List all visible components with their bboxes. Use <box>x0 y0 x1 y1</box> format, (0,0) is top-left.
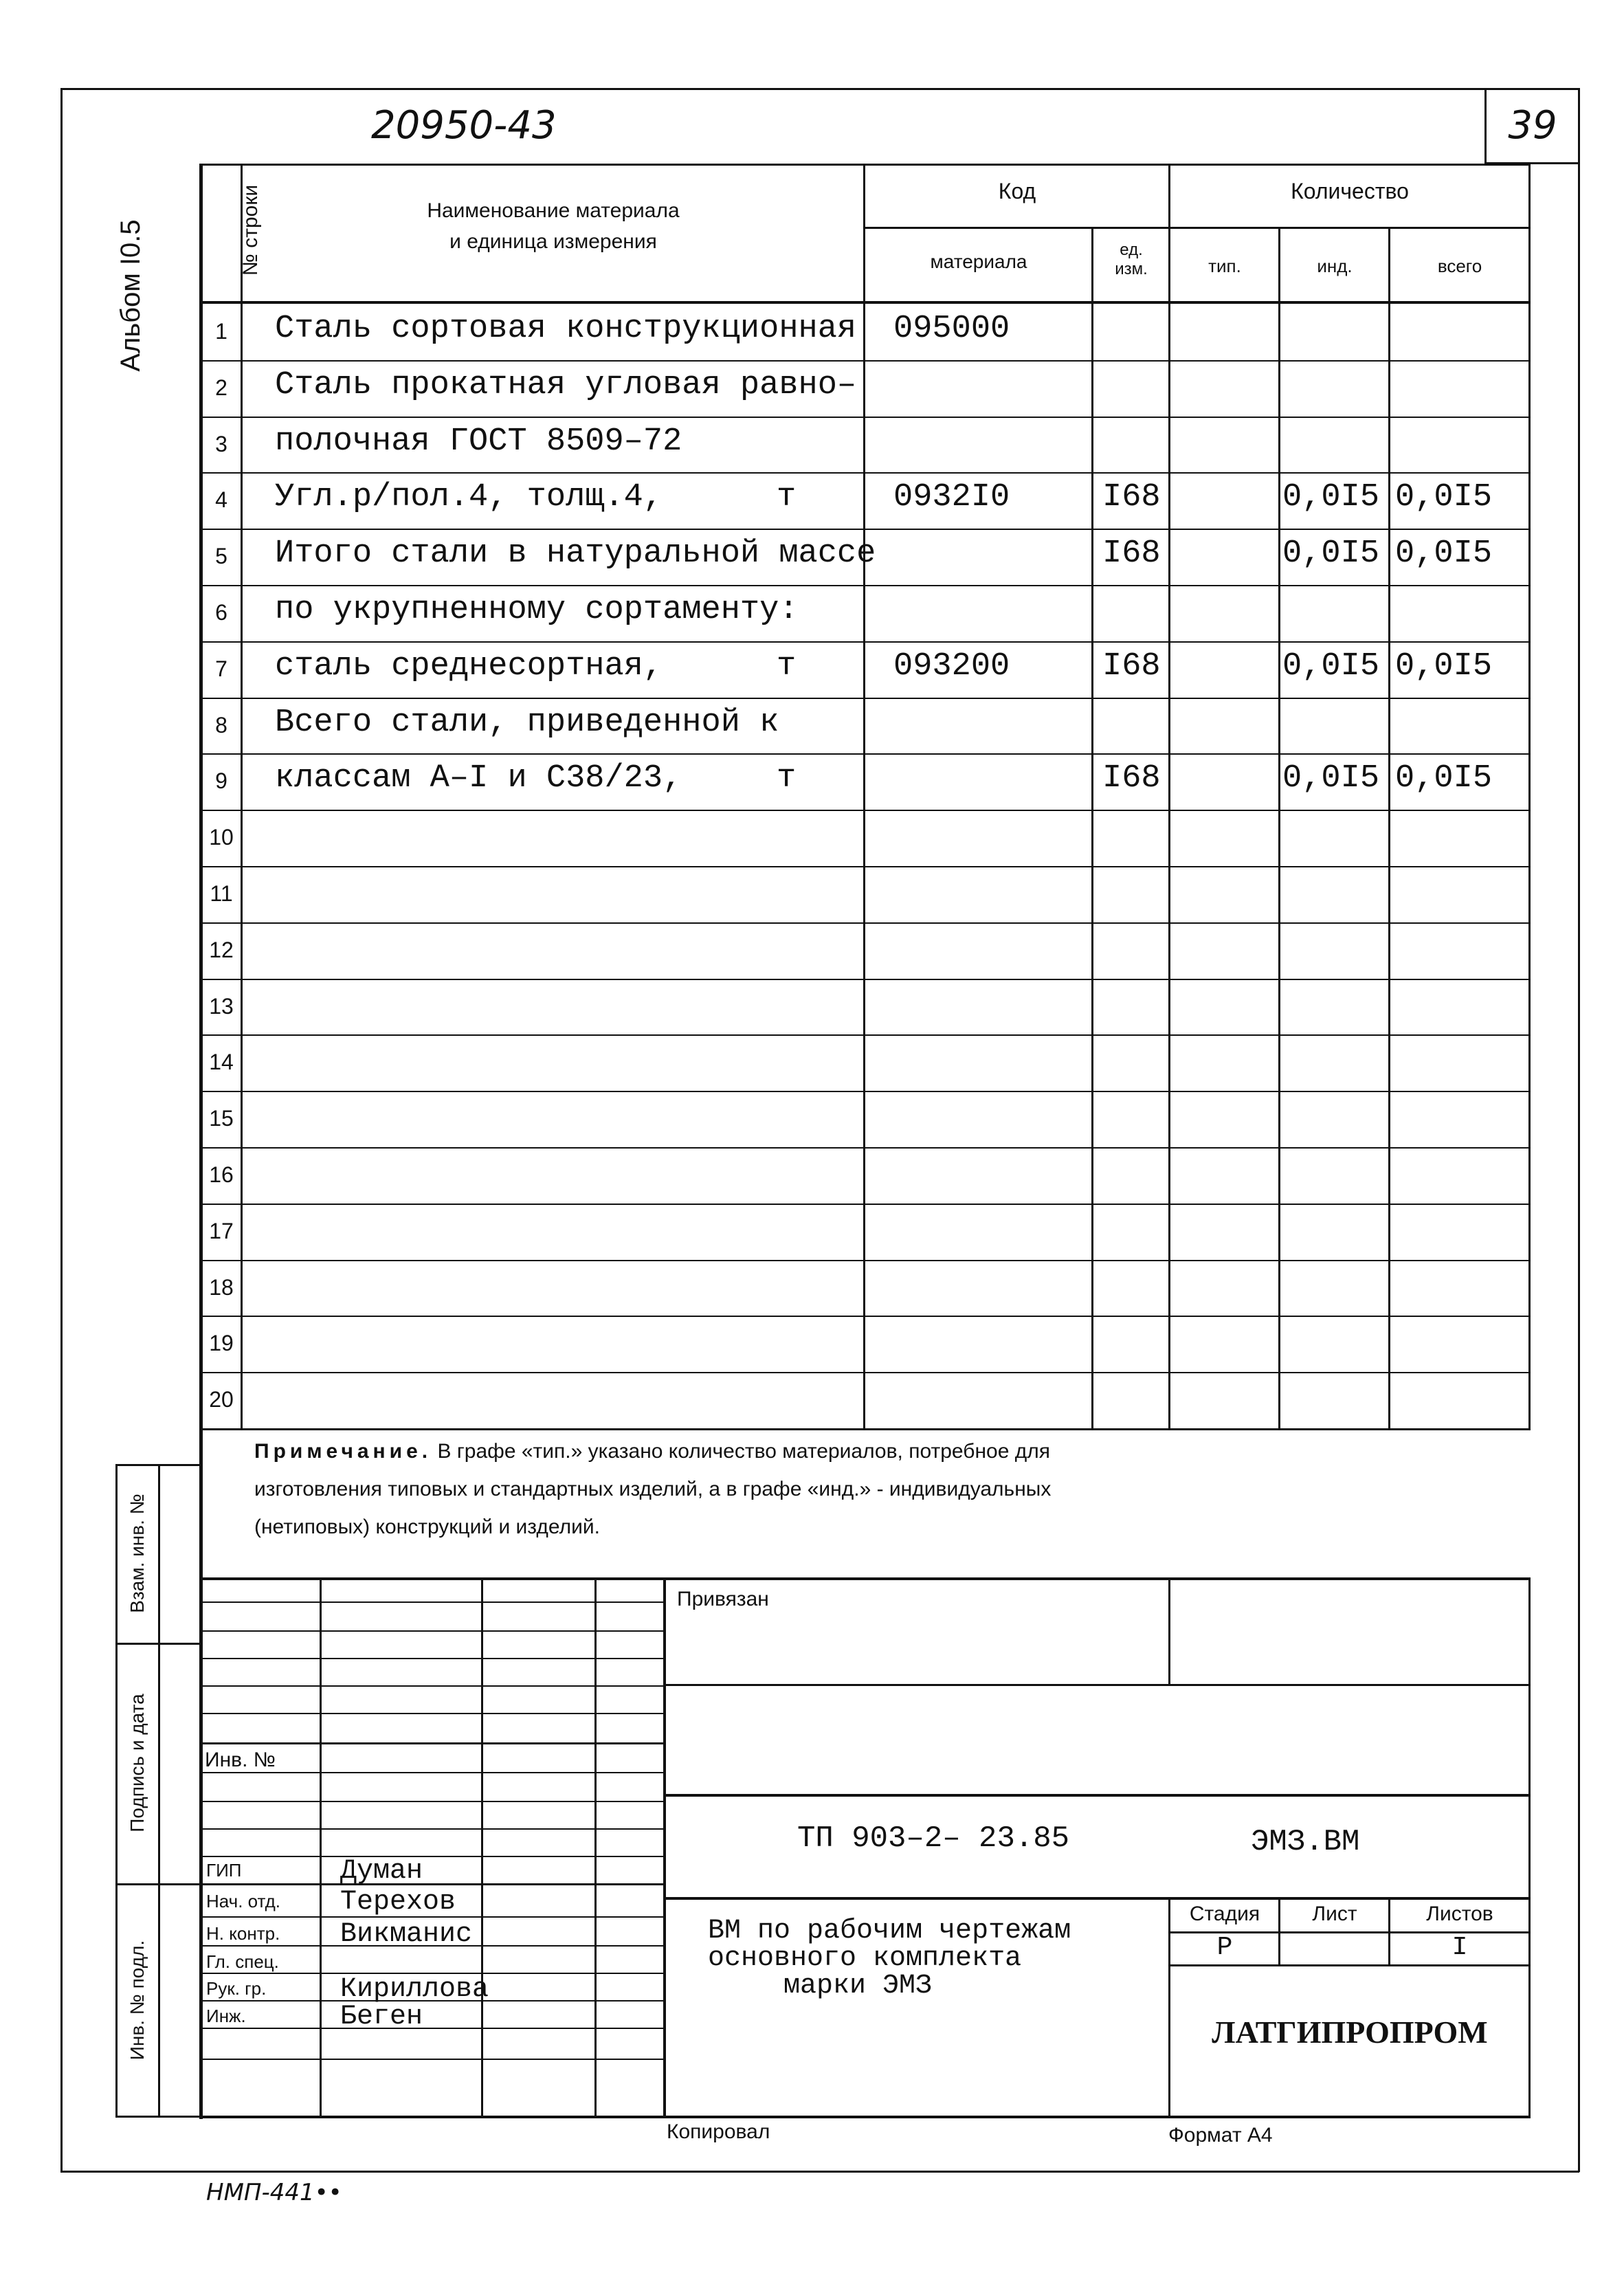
qty-ind: 0,0I5 <box>1282 479 1380 515</box>
material-name: полочная ГОСТ 8509–72 <box>275 423 682 460</box>
header-qty-total: всего <box>1437 256 1482 276</box>
row-number: 14 <box>209 1050 234 1074</box>
side-vzam-inv: Взам. инв. № <box>126 1494 148 1613</box>
row-separator <box>199 753 1531 755</box>
side-podpis-data: Подпись и дата <box>126 1694 148 1832</box>
row-separator <box>199 979 1531 980</box>
row-number: 4 <box>215 487 227 512</box>
sheet-label: Лист <box>1312 1903 1357 1925</box>
sheets-label: Листов <box>1426 1903 1493 1925</box>
note-text-1: В графе «тип.» указано количество материалов, потребное для <box>437 1440 1050 1463</box>
privyazan-label: Привязан <box>677 1588 769 1610</box>
side-inv-podl: Инв. № подл. <box>126 1940 148 2061</box>
header-qty-typ: тип. <box>1208 256 1241 276</box>
description-line3: марки ЭМЗ <box>783 1971 933 2002</box>
row-separator <box>199 698 1531 699</box>
signature-name: Викманис <box>340 1919 473 1950</box>
row-separator <box>199 585 1531 586</box>
row-separator <box>199 1147 1531 1149</box>
material-code: 0932I0 <box>893 479 1010 515</box>
row-number: 1 <box>215 319 227 344</box>
row-separator <box>199 1372 1531 1373</box>
row-number: 12 <box>209 938 234 962</box>
signature-name: Кириллова <box>340 1974 489 2005</box>
doc-number: ТП 903–2– 23.85 <box>797 1821 1070 1856</box>
unit-code: I68 <box>1102 648 1161 685</box>
album-label: Альбом I0.5 <box>115 219 146 372</box>
row-number: 17 <box>209 1219 234 1243</box>
row-separator <box>199 1091 1531 1092</box>
signature-role: Рук. гр. <box>206 1978 267 1999</box>
page-number: 39 <box>1508 103 1557 148</box>
material-code: 095000 <box>893 311 1010 347</box>
row-separator <box>199 529 1531 530</box>
doc-mark: ЭМЗ.ВМ <box>1251 1825 1360 1859</box>
material-name: сталь среднесортная, <box>275 648 663 685</box>
row-separator <box>199 1316 1531 1317</box>
header-name-line2: и единица измерения <box>449 230 657 253</box>
signature-role: Инж. <box>206 2006 246 2026</box>
header-qty: Количество <box>1291 179 1409 203</box>
description-line1: ВМ по рабочим чертежам <box>708 1916 1071 1947</box>
material-name: Угл.р/пол.4, толщ.4, <box>275 479 663 515</box>
row-separator <box>199 417 1531 418</box>
row-number: 10 <box>209 825 234 850</box>
row-number: 7 <box>215 656 227 681</box>
header-code-material: материала <box>930 251 1027 272</box>
row-number: 3 <box>215 432 227 456</box>
material-name: Всего стали, приведенной к <box>275 705 779 741</box>
header-code: Код <box>998 179 1036 203</box>
format-label: Формат А4 <box>1168 2124 1273 2147</box>
qty-ind: 0,0I5 <box>1282 760 1380 797</box>
row-separator <box>199 1204 1531 1205</box>
material-name: по укрупненному сортаменту: <box>275 592 799 628</box>
qty-total: 0,0I5 <box>1395 479 1493 515</box>
unit-code: I68 <box>1102 535 1161 572</box>
row-separator <box>199 641 1531 643</box>
copied-label: Копировал <box>667 2120 770 2143</box>
signature-role: Н. контр. <box>206 1923 280 1944</box>
row-separator <box>199 472 1531 474</box>
material-code: 093200 <box>893 648 1010 685</box>
header-code-unit-1: ед. <box>1120 241 1143 259</box>
row-number: 6 <box>215 600 227 625</box>
row-number: 11 <box>210 881 233 906</box>
header-row-no: № строки <box>239 184 262 276</box>
material-unit-mark: т <box>777 760 797 797</box>
row-separator <box>199 922 1531 924</box>
signature-role: Гл. спец. <box>206 1951 279 1972</box>
document-code: 20950-43 <box>371 103 557 148</box>
qty-ind: 0,0I5 <box>1282 535 1380 572</box>
signature-name: Беген <box>340 2002 423 2032</box>
signature-name: Думан <box>340 1856 423 1887</box>
signature-role: Нач. отд. <box>206 1891 280 1911</box>
material-name: Сталь сортовая конструкционная <box>275 311 857 347</box>
header-qty-ind: инд. <box>1317 256 1353 276</box>
material-name: Итого стали в натуральной массе <box>275 535 876 572</box>
qty-total: 0,0I5 <box>1395 760 1493 797</box>
row-number: 9 <box>215 768 227 793</box>
qty-total: 0,0I5 <box>1395 535 1493 572</box>
material-name: классам А–I и С38/23, <box>275 760 682 797</box>
organization: ЛАТГИПРОПРОМ <box>1212 2015 1488 2050</box>
note-line1 <box>254 1440 1050 1463</box>
unit-code: I68 <box>1102 760 1161 797</box>
qty-ind: 0,0I5 <box>1282 648 1380 685</box>
row-separator <box>199 360 1531 362</box>
row-number: 13 <box>209 994 234 1019</box>
material-unit-mark: т <box>777 479 797 515</box>
qty-total: 0,0I5 <box>1395 648 1493 685</box>
signature-role: ГИП <box>206 1860 242 1881</box>
note-label: Примечание. <box>254 1440 432 1463</box>
signature-name: Терехов <box>340 1887 456 1918</box>
inv-no-label: Инв. № <box>205 1749 276 1771</box>
row-separator <box>199 810 1531 811</box>
sheets-value: I <box>1451 1933 1468 1962</box>
note-line3: (нетиповых) конструкций и изделий. <box>254 1516 600 1538</box>
row-number: 18 <box>209 1275 234 1300</box>
header-code-unit-2: изм. <box>1115 260 1148 278</box>
row-separator <box>199 1260 1531 1261</box>
row-number: 15 <box>209 1106 234 1131</box>
note-line2: изготовления типовых и стандартных изделий, а в графе «инд.» - индивидуальных <box>254 1478 1052 1500</box>
row-separator <box>199 1034 1531 1036</box>
row-number: 19 <box>209 1331 234 1355</box>
header-name-line1: Наименование материала <box>427 199 680 222</box>
description-line2: основного комплекта <box>708 1943 1022 1974</box>
material-unit-mark: т <box>777 648 797 685</box>
row-separator <box>199 866 1531 867</box>
row-number: 5 <box>215 544 227 568</box>
unit-code: I68 <box>1102 479 1161 515</box>
stage-label: Стадия <box>1189 1903 1260 1925</box>
row-number: 20 <box>209 1387 234 1412</box>
stage-value: Р <box>1216 1933 1233 1962</box>
row-number: 16 <box>209 1162 234 1187</box>
row-number: 8 <box>215 713 227 738</box>
row-number: 2 <box>215 375 227 400</box>
stamp-number: НМП-441•• <box>206 2179 342 2206</box>
material-name: Сталь прокатная угловая равно– <box>275 367 857 403</box>
